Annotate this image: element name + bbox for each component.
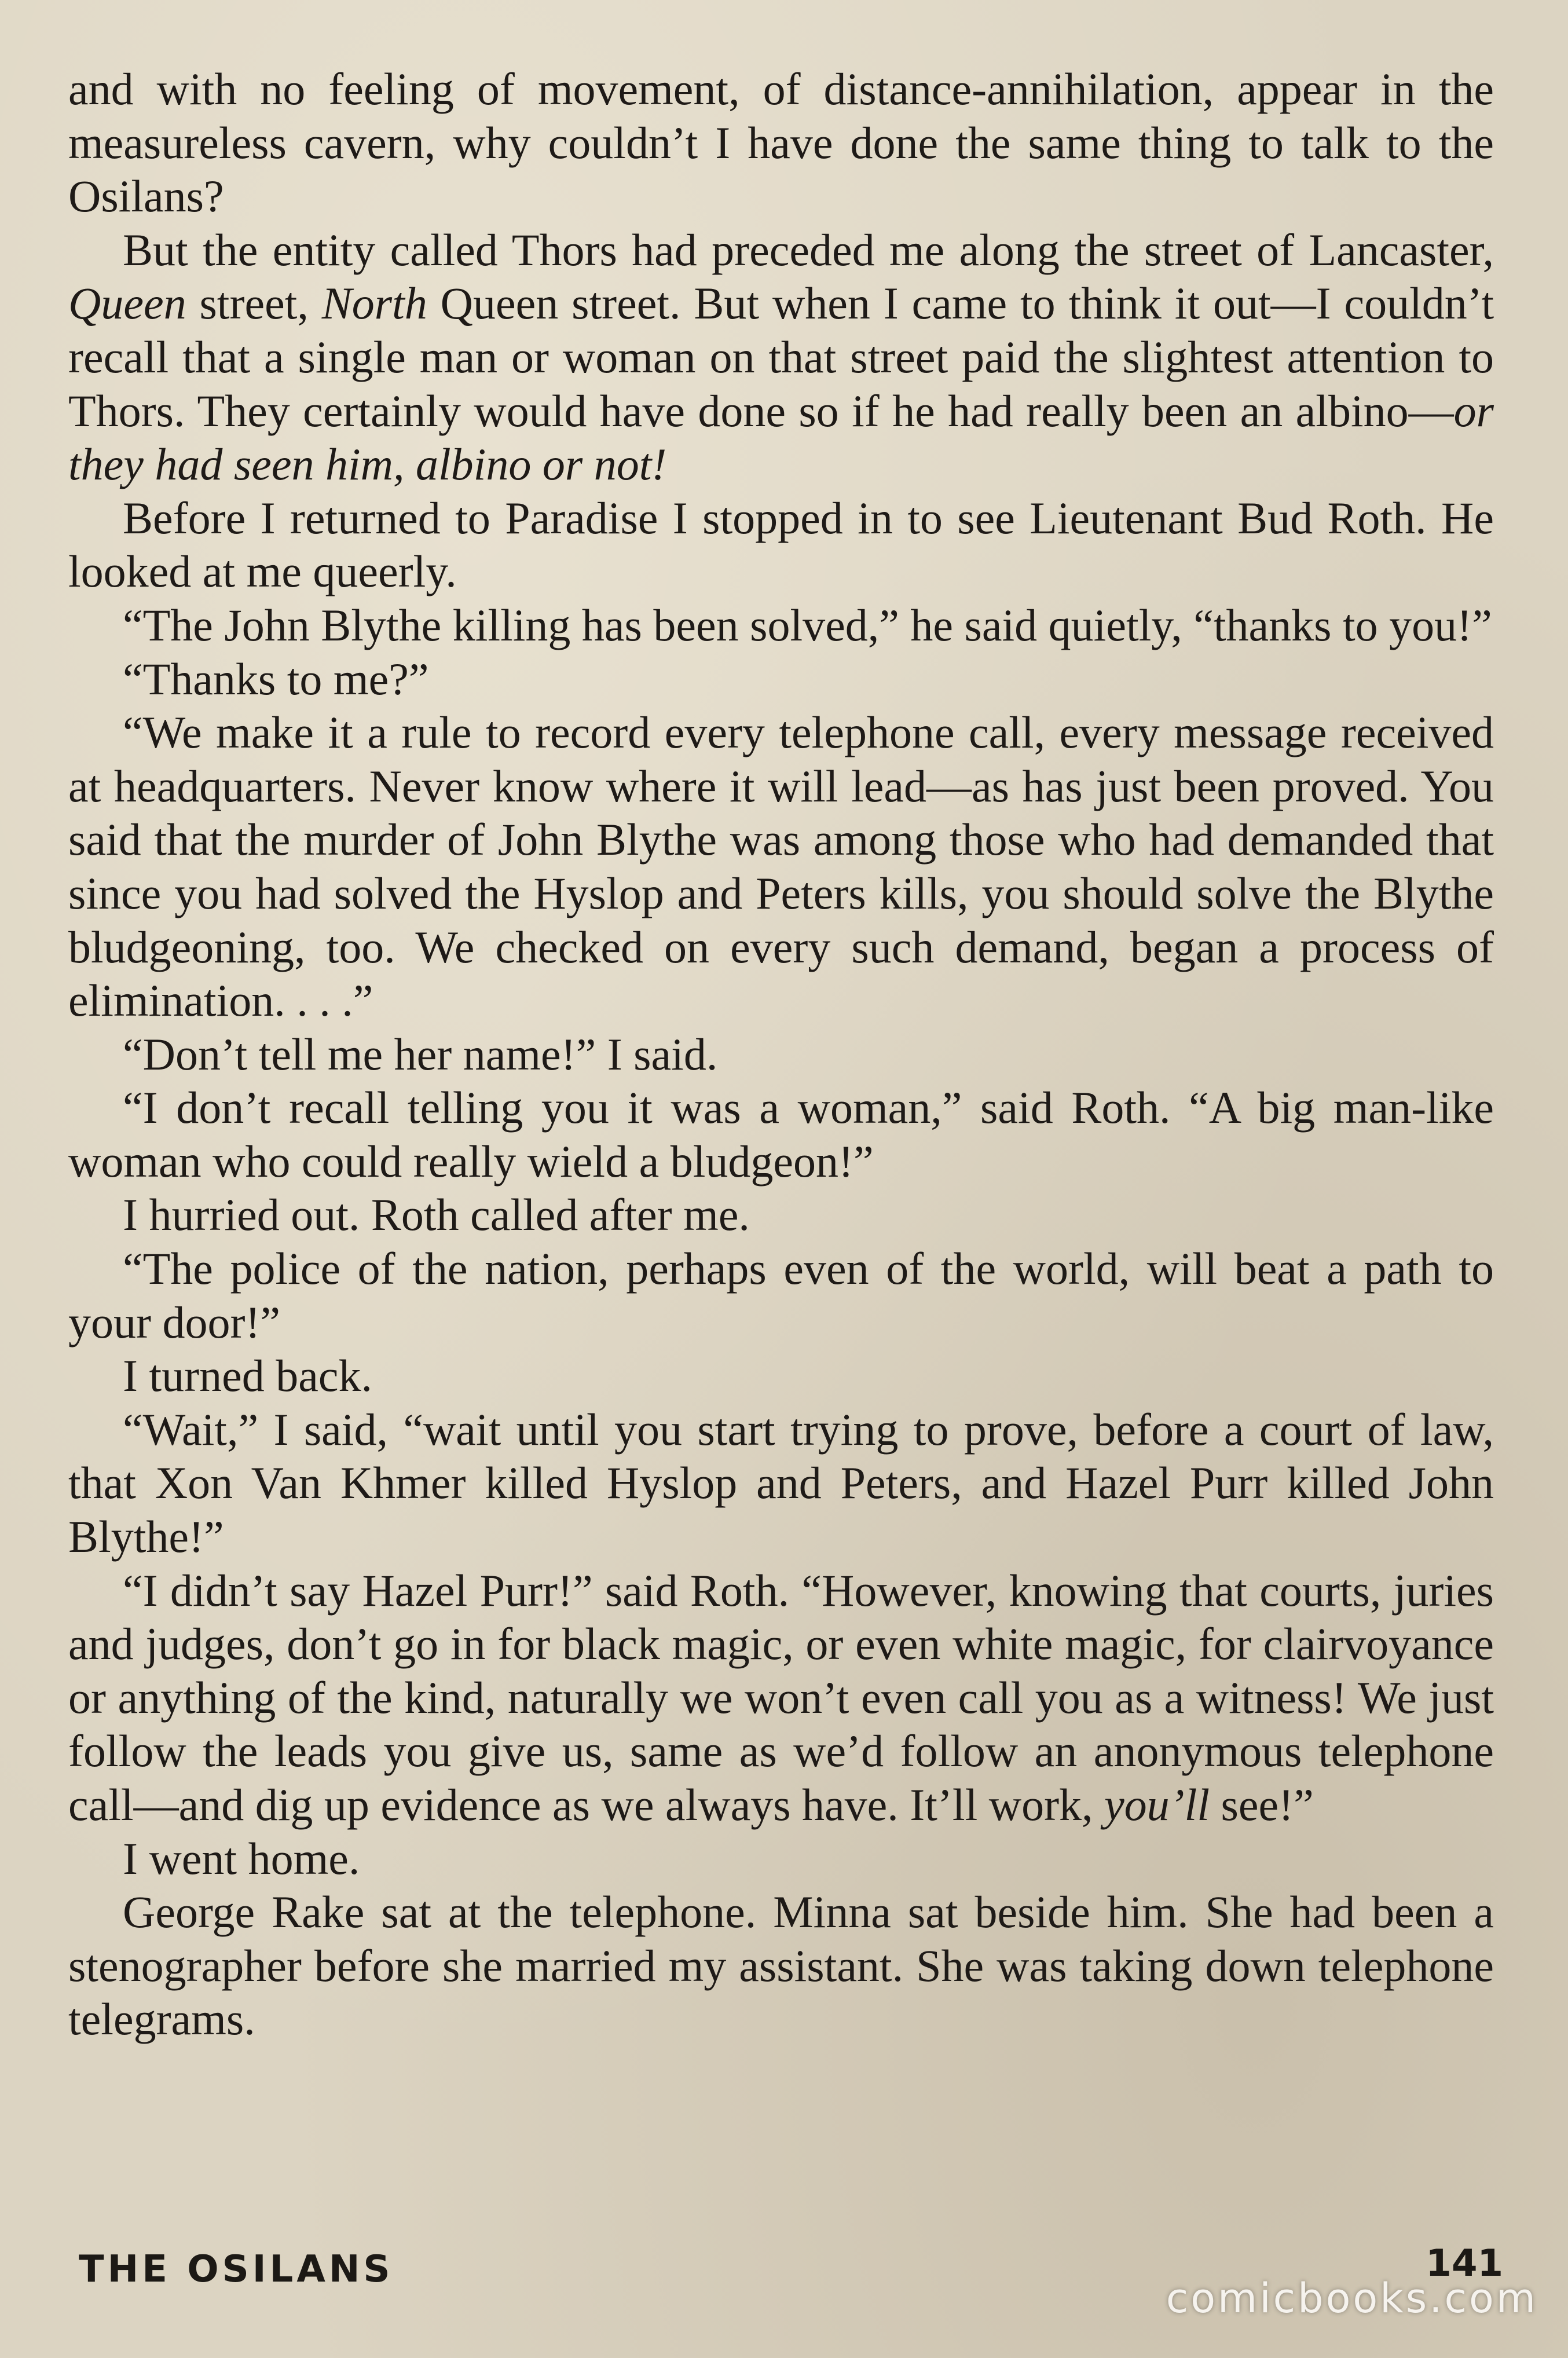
- paragraph: I turned back.: [123, 1350, 372, 1401]
- paragraph: I hurried out. Roth called after me.: [123, 1189, 750, 1240]
- paragraph: “Wait,” I said, “wait until you start trying to prove, before a court of law, that Xon Van Khmer killed Hyslop and Peters, and Hazel Purr killed John Blythe!”: [68, 1404, 1494, 1562]
- paragraph: and with no feeling of movement, of distance-annihilation, appear in the measureless cavern, why couldn’t I have done the same thing to talk to the Osilans?: [68, 64, 1494, 222]
- paragraph: “The John Blythe killing has been solved,” he said quietly, “thanks to you!”: [123, 599, 1492, 650]
- paragraph-thors: But the entity called Thors had preceded me along the street of Lancaster, Queen street, North Queen street. But when I came to think it out—I couldn’t recall that a single man or woman on that street paid the slightest attention to Thors. They certainly would have done so if he had really been an albino—or they had seen him, albino or not!: [68, 224, 1494, 490]
- paragraph: Before I returned to Paradise I stopped in to see Lieutenant Bud Roth. He looked at me queerly.: [68, 492, 1494, 597]
- paragraph: “We make it a rule to record every telephone call, every message received at headquarters. Never know where it will lead—as has just been proved. You said that the murder of John Blythe was among those who had demanded that since you had solved the Hyslop and Peters kills, you should solve the Blythe bludgeoning, too. We checked on every such demand, began a process of elimination. . . .”: [68, 707, 1494, 1026]
- watermark: comicbooks.com: [1166, 2275, 1538, 2322]
- italic-youll: you’ll: [1104, 1780, 1210, 1830]
- page-number: 141: [1426, 2242, 1503, 2285]
- paragraph: “The police of the nation, perhaps even of the world, will beat a path to your door!”: [68, 1243, 1494, 1348]
- italic-queen: Queen: [68, 278, 186, 329]
- paragraph: I went home.: [123, 1833, 360, 1884]
- body-text: [68, 63, 1494, 2046]
- paragraph-roth: “I didn’t say Hazel Purr!” said Roth. “However, knowing that courts, juries and judges, don’t go in for black magic, or even white magic, for clairvoyance or anything of the kind, naturally we won’t even call you as a witness! We just follow the leads you give us, same as we’d follow an anonymous telephone call—and dig up evidence as we always have. It’ll work, you’ll see!”: [68, 1565, 1494, 1830]
- italic-seen: or they had seen him, albino or not!: [68, 385, 1494, 490]
- paragraph: George Rake sat at the telephone. Minna sat beside him. She had been a stenographer before she married my assistant. She was taking down telephone telegrams.: [68, 1887, 1494, 2045]
- paragraph: “Thanks to me?”: [123, 653, 429, 704]
- paragraph: “Don’t tell me her name!” I said.: [123, 1028, 718, 1079]
- running-footer-title: THE OSILANS: [79, 2248, 394, 2291]
- paragraph: “I don’t recall telling you it was a woman,” said Roth. “A big man-like woman who could really wield a bludgeon!”: [68, 1082, 1494, 1187]
- italic-north: North: [321, 278, 427, 329]
